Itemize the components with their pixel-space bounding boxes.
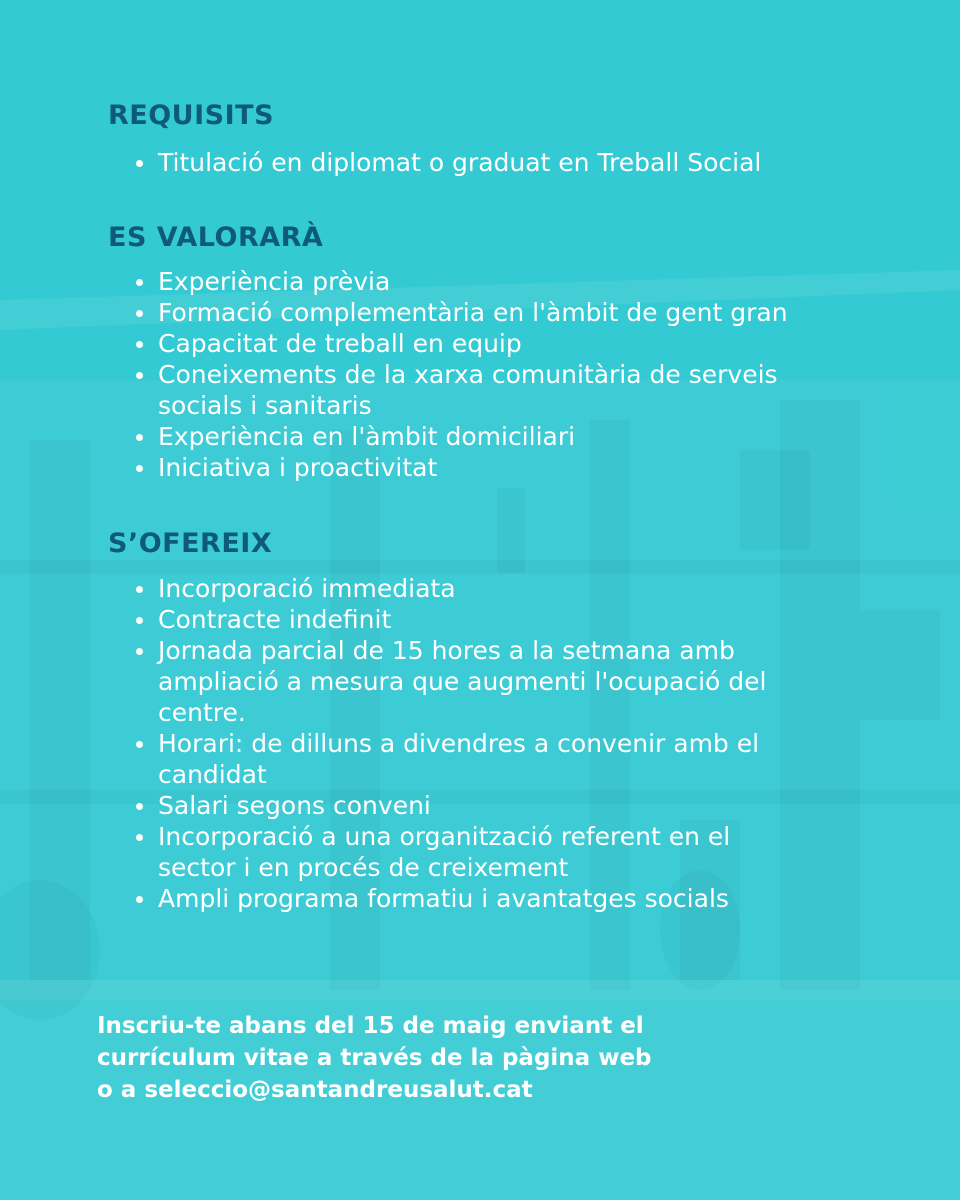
cta-line: currículum vitae a través de la pàgina web bbox=[97, 1045, 652, 1071]
list-item-line: candidat bbox=[158, 760, 267, 789]
list-item: Capacitat de treball en equip bbox=[130, 328, 890, 359]
list-item-line: centre. bbox=[158, 698, 246, 727]
list-item: Iniciativa i proactivitat bbox=[130, 452, 890, 483]
list-item-line: Horari: de dilluns a divendres a convenir amb el bbox=[158, 729, 760, 758]
list-item: Formació complementària en l'àmbit de gent gran bbox=[130, 297, 890, 328]
list-item: Salari segons conveni bbox=[130, 790, 890, 821]
ofereix-title: S’OFEREIX bbox=[108, 528, 273, 559]
ofereix-list bbox=[130, 573, 890, 914]
cta-line: Inscriu-te abans del 15 de maig enviant el bbox=[97, 1013, 644, 1039]
list-item bbox=[130, 635, 890, 728]
requisits-title: REQUISITS bbox=[108, 100, 275, 131]
list-item bbox=[130, 821, 890, 883]
valorara-list bbox=[130, 266, 890, 483]
list-item: Ampli programa formatiu i avantatges socials bbox=[130, 883, 890, 914]
list-item: Experiència prèvia bbox=[130, 266, 890, 297]
list-item: Incorporació immediata bbox=[130, 573, 890, 604]
list-item: Contracte indefinit bbox=[130, 604, 890, 635]
list-item bbox=[130, 359, 890, 421]
list-item-line: socials i sanitaris bbox=[158, 391, 372, 420]
valorara-title: ES VALORARÀ bbox=[108, 222, 324, 253]
list-item-line: ampliació a mesura que augmenti l'ocupació del bbox=[158, 667, 767, 696]
list-item: Experiència en l'àmbit domiciliari bbox=[130, 421, 890, 452]
list-item-line: Coneixements de la xarxa comunitària de serveis bbox=[158, 360, 778, 389]
list-item-line: Incorporació a una organització referent en el bbox=[158, 822, 731, 851]
list-item: Titulació en diplomat o graduat en Treball Social bbox=[130, 147, 890, 178]
list-item-line: Jornada parcial de 15 hores a la setmana amb bbox=[158, 636, 735, 665]
call-to-action bbox=[97, 1010, 797, 1106]
list-item bbox=[130, 728, 890, 790]
requisits-list bbox=[130, 147, 890, 178]
list-item-line: sector i en procés de creixement bbox=[158, 853, 569, 882]
cta-line: o a seleccio@santandreusalut.cat bbox=[97, 1077, 533, 1103]
